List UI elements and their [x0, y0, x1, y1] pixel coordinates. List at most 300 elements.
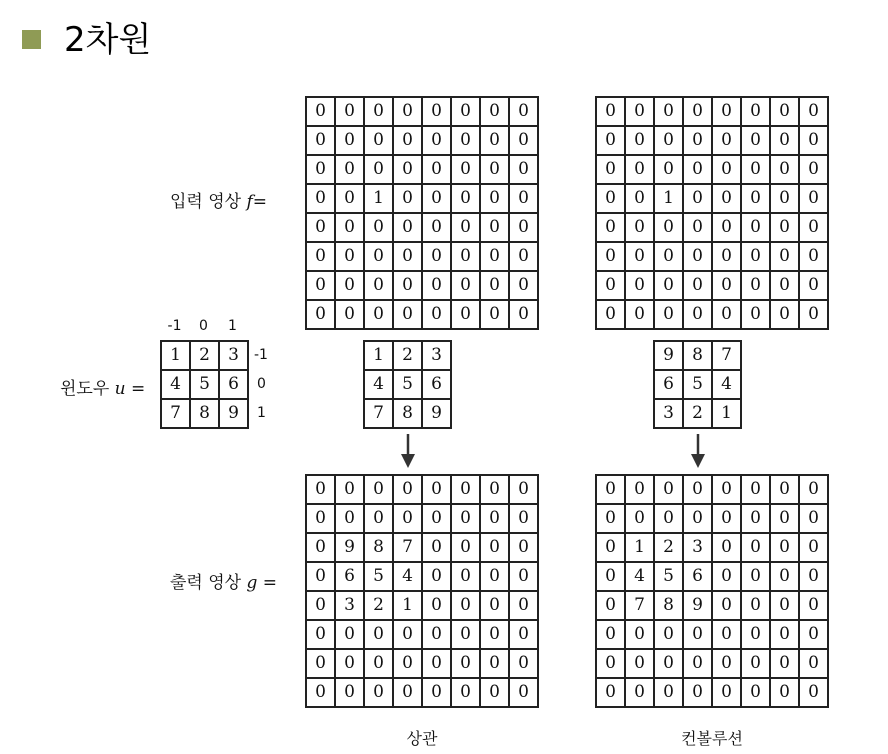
- grid-cell: 0: [451, 184, 480, 213]
- grid-cell: 0: [509, 475, 538, 504]
- grid-cell: 0: [480, 242, 509, 271]
- grid-cell: 0: [364, 213, 393, 242]
- grid-cell: 0: [364, 649, 393, 678]
- grid-cell: 0: [654, 504, 683, 533]
- grid-cell: 0: [712, 649, 741, 678]
- grid-cell: 0: [509, 242, 538, 271]
- grid-cell: 3: [335, 591, 364, 620]
- window-label-eq: =: [125, 379, 146, 399]
- grid-cell: 0: [451, 155, 480, 184]
- window-row-index: 0: [257, 376, 266, 392]
- grid-cell: 0: [509, 533, 538, 562]
- grid-cell: 0: [799, 533, 828, 562]
- grid-cell: 0: [799, 591, 828, 620]
- grid-cell: 3: [219, 341, 248, 370]
- grid-cell: 0: [625, 271, 654, 300]
- grid-cell: 0: [509, 562, 538, 591]
- grid-cell: 0: [451, 649, 480, 678]
- grid-cell: 0: [799, 678, 828, 707]
- window-col-index: -1: [167, 318, 182, 334]
- grid-cell: 1: [364, 184, 393, 213]
- grid-cell: 0: [770, 155, 799, 184]
- grid-cell: 0: [451, 242, 480, 271]
- grid-cell: 8: [190, 399, 219, 428]
- grid-cell: 0: [741, 155, 770, 184]
- grid-cell: 0: [364, 678, 393, 707]
- grid-cell: 0: [741, 184, 770, 213]
- grid-cell: 0: [741, 678, 770, 707]
- output-label-eq: =: [257, 573, 278, 593]
- grid-cell: 0: [335, 504, 364, 533]
- grid-cell: 0: [335, 300, 364, 329]
- grid-cell: 0: [625, 300, 654, 329]
- grid-cell: 0: [480, 591, 509, 620]
- window-col-index: 0: [199, 318, 208, 334]
- grid-cell: 3: [654, 399, 683, 428]
- grid-cell: 0: [335, 271, 364, 300]
- kernel-grid-correlation: [363, 340, 452, 429]
- grid-cell: 0: [741, 562, 770, 591]
- grid-cell: 0: [364, 242, 393, 271]
- grid-cell: 0: [393, 678, 422, 707]
- grid-cell: 0: [451, 678, 480, 707]
- grid-cell: 0: [625, 649, 654, 678]
- grid-cell: 0: [770, 213, 799, 242]
- grid-cell: 0: [306, 242, 335, 271]
- grid-cell: 0: [422, 620, 451, 649]
- grid-cell: 0: [480, 620, 509, 649]
- grid-cell: 0: [712, 300, 741, 329]
- grid-cell: 0: [625, 504, 654, 533]
- grid-cell: 9: [654, 341, 683, 370]
- grid-cell: 0: [625, 620, 654, 649]
- grid-cell: 0: [712, 620, 741, 649]
- grid-cell: 0: [770, 533, 799, 562]
- grid-cell: 0: [451, 97, 480, 126]
- grid-cell: 0: [306, 300, 335, 329]
- grid-cell: 0: [654, 649, 683, 678]
- grid-cell: 0: [799, 504, 828, 533]
- grid-cell: 0: [683, 184, 712, 213]
- input-grid-convolution: [595, 96, 829, 330]
- grid-cell: 0: [741, 271, 770, 300]
- window-label-var: u: [114, 379, 126, 399]
- grid-cell: 1: [625, 533, 654, 562]
- grid-cell: 0: [422, 649, 451, 678]
- grid-cell: 0: [596, 155, 625, 184]
- grid-cell: 0: [335, 678, 364, 707]
- grid-cell: 6: [683, 562, 712, 591]
- grid-cell: 0: [596, 533, 625, 562]
- grid-cell: 0: [364, 620, 393, 649]
- grid-cell: 0: [799, 649, 828, 678]
- grid-cell: 0: [654, 300, 683, 329]
- grid-cell: 0: [625, 213, 654, 242]
- grid-cell: 0: [422, 475, 451, 504]
- grid-cell: 0: [422, 213, 451, 242]
- grid-cell: 8: [393, 399, 422, 428]
- grid-cell: 0: [596, 271, 625, 300]
- grid-cell: 0: [799, 97, 828, 126]
- grid-cell: 0: [683, 271, 712, 300]
- grid-cell: 0: [683, 475, 712, 504]
- grid-cell: 0: [335, 620, 364, 649]
- grid-cell: 0: [509, 271, 538, 300]
- grid-cell: 0: [422, 591, 451, 620]
- grid-cell: 0: [770, 97, 799, 126]
- grid-cell: 0: [625, 242, 654, 271]
- grid-cell: 0: [712, 184, 741, 213]
- grid-cell: 0: [393, 620, 422, 649]
- window-col-index: 1: [228, 318, 237, 334]
- grid-cell: 0: [683, 126, 712, 155]
- grid-cell: 0: [799, 300, 828, 329]
- grid-cell: 0: [393, 242, 422, 271]
- grid-cell: 0: [364, 126, 393, 155]
- grid-cell: 9: [683, 591, 712, 620]
- grid-cell: 0: [335, 242, 364, 271]
- grid-cell: 0: [596, 242, 625, 271]
- grid-cell: 0: [625, 678, 654, 707]
- grid-cell: 5: [683, 370, 712, 399]
- grid-cell: 0: [509, 300, 538, 329]
- grid-cell: 0: [654, 620, 683, 649]
- grid-cell: 0: [596, 213, 625, 242]
- grid-cell: 0: [480, 184, 509, 213]
- grid-cell: 0: [712, 155, 741, 184]
- grid-cell: 0: [422, 271, 451, 300]
- title-bullet-icon: [22, 30, 41, 49]
- grid-cell: 0: [451, 126, 480, 155]
- grid-cell: 0: [509, 649, 538, 678]
- grid-cell: 0: [480, 533, 509, 562]
- grid-cell: 0: [770, 184, 799, 213]
- grid-cell: 0: [480, 126, 509, 155]
- grid-cell: 0: [393, 300, 422, 329]
- grid-cell: 0: [596, 97, 625, 126]
- grid-cell: 0: [712, 591, 741, 620]
- grid-cell: 0: [335, 155, 364, 184]
- down-arrow-icon: [398, 434, 418, 470]
- grid-cell: 0: [799, 184, 828, 213]
- grid-cell: 0: [799, 242, 828, 271]
- grid-cell: 0: [509, 213, 538, 242]
- grid-cell: 0: [509, 155, 538, 184]
- grid-cell: 0: [393, 213, 422, 242]
- grid-cell: 0: [596, 562, 625, 591]
- grid-cell: 0: [654, 213, 683, 242]
- grid-cell: 8: [364, 533, 393, 562]
- grid-cell: 0: [509, 678, 538, 707]
- grid-cell: 0: [509, 184, 538, 213]
- grid-cell: 2: [654, 533, 683, 562]
- grid-cell: 4: [625, 562, 654, 591]
- grid-cell: 5: [190, 370, 219, 399]
- page-title: 2차원: [64, 20, 152, 60]
- grid-cell: 7: [712, 341, 741, 370]
- grid-cell: 9: [422, 399, 451, 428]
- grid-cell: 0: [335, 97, 364, 126]
- grid-cell: 0: [422, 678, 451, 707]
- grid-cell: 0: [770, 591, 799, 620]
- grid-cell: 0: [654, 97, 683, 126]
- grid-cell: 0: [451, 562, 480, 591]
- grid-cell: 0: [422, 126, 451, 155]
- grid-cell: 0: [509, 126, 538, 155]
- grid-cell: 7: [364, 399, 393, 428]
- window-row-index: 1: [257, 405, 266, 421]
- grid-cell: 0: [509, 97, 538, 126]
- grid-cell: 0: [422, 155, 451, 184]
- grid-cell: 0: [741, 213, 770, 242]
- grid-cell: 0: [596, 300, 625, 329]
- grid-cell: 0: [770, 475, 799, 504]
- grid-cell: 3: [422, 341, 451, 370]
- grid-cell: 0: [799, 562, 828, 591]
- grid-cell: 0: [770, 126, 799, 155]
- grid-cell: 0: [596, 184, 625, 213]
- grid-cell: 5: [393, 370, 422, 399]
- grid-cell: 0: [654, 475, 683, 504]
- down-arrow-icon: [688, 434, 708, 470]
- grid-cell: 0: [509, 620, 538, 649]
- grid-cell: 0: [451, 504, 480, 533]
- grid-cell: 0: [364, 475, 393, 504]
- grid-cell: 0: [741, 300, 770, 329]
- grid-cell: 0: [596, 620, 625, 649]
- window-label-prefix: 윈도우: [60, 379, 115, 399]
- grid-cell: 0: [770, 242, 799, 271]
- grid-cell: 7: [393, 533, 422, 562]
- grid-cell: 0: [422, 184, 451, 213]
- grid-cell: 5: [364, 562, 393, 591]
- grid-cell: 0: [306, 649, 335, 678]
- grid-cell: 0: [799, 620, 828, 649]
- grid-cell: 0: [770, 562, 799, 591]
- grid-cell: 0: [741, 649, 770, 678]
- grid-cell: 1: [364, 341, 393, 370]
- grid-cell: 0: [335, 213, 364, 242]
- grid-cell: 0: [393, 97, 422, 126]
- grid-cell: 0: [335, 649, 364, 678]
- output-label-var: g: [246, 573, 258, 593]
- grid-cell: 0: [422, 300, 451, 329]
- grid-cell: 0: [480, 504, 509, 533]
- grid-cell: 0: [422, 533, 451, 562]
- grid-cell: 0: [625, 126, 654, 155]
- grid-cell: 0: [422, 242, 451, 271]
- grid-cell: 0: [683, 97, 712, 126]
- grid-cell: 0: [364, 300, 393, 329]
- grid-cell: 0: [306, 97, 335, 126]
- grid-cell: 0: [712, 533, 741, 562]
- grid-cell: 0: [335, 475, 364, 504]
- grid-cell: 0: [364, 97, 393, 126]
- grid-cell: 1: [393, 591, 422, 620]
- grid-cell: 0: [741, 620, 770, 649]
- grid-cell: 4: [393, 562, 422, 591]
- grid-cell: 0: [770, 649, 799, 678]
- grid-cell: 4: [364, 370, 393, 399]
- grid-cell: 0: [625, 97, 654, 126]
- grid-cell: 0: [306, 475, 335, 504]
- grid-cell: 7: [625, 591, 654, 620]
- grid-cell: 1: [712, 399, 741, 428]
- grid-cell: 0: [306, 533, 335, 562]
- grid-cell: 0: [306, 126, 335, 155]
- grid-cell: 0: [306, 155, 335, 184]
- grid-cell: 0: [741, 533, 770, 562]
- grid-cell: 0: [770, 271, 799, 300]
- grid-cell: 0: [683, 213, 712, 242]
- grid-cell: 0: [480, 213, 509, 242]
- window-grid: [160, 340, 249, 429]
- grid-cell: 0: [683, 504, 712, 533]
- grid-cell: 0: [480, 155, 509, 184]
- grid-cell: 0: [451, 620, 480, 649]
- input-label-prefix: 입력 영상: [170, 192, 247, 212]
- grid-cell: 0: [451, 300, 480, 329]
- input-label: [170, 187, 267, 212]
- grid-cell: 0: [451, 591, 480, 620]
- grid-cell: 0: [422, 504, 451, 533]
- grid-cell: 2: [364, 591, 393, 620]
- grid-cell: 0: [712, 678, 741, 707]
- grid-cell: 0: [451, 271, 480, 300]
- grid-cell: 0: [712, 562, 741, 591]
- output-grid-correlation: [305, 474, 539, 708]
- grid-cell: 0: [712, 271, 741, 300]
- grid-cell: 5: [654, 562, 683, 591]
- grid-cell: 0: [741, 591, 770, 620]
- caption-convolution: 컨볼루션: [681, 729, 743, 748]
- output-label: [170, 568, 277, 593]
- grid-cell: 0: [451, 213, 480, 242]
- grid-cell: 8: [683, 341, 712, 370]
- grid-cell: 0: [596, 649, 625, 678]
- grid-cell: 0: [480, 97, 509, 126]
- grid-cell: 0: [335, 126, 364, 155]
- grid-cell: 0: [306, 678, 335, 707]
- grid-cell: 0: [335, 184, 364, 213]
- grid-cell: 0: [306, 562, 335, 591]
- grid-cell: 0: [741, 126, 770, 155]
- grid-cell: 0: [625, 155, 654, 184]
- grid-cell: 0: [654, 242, 683, 271]
- grid-cell: 0: [422, 562, 451, 591]
- grid-cell: 0: [625, 184, 654, 213]
- grid-cell: 0: [654, 155, 683, 184]
- grid-cell: 3: [683, 533, 712, 562]
- grid-cell: 9: [335, 533, 364, 562]
- grid-cell: 0: [480, 271, 509, 300]
- grid-cell: 0: [480, 678, 509, 707]
- window-row-index: -1: [254, 347, 268, 363]
- grid-cell: 0: [451, 533, 480, 562]
- grid-cell: 0: [683, 242, 712, 271]
- window-label: [60, 374, 145, 399]
- input-label-var: f: [246, 192, 253, 212]
- caption-correlation: 상관: [406, 729, 438, 748]
- grid-cell: 4: [161, 370, 190, 399]
- grid-cell: 0: [306, 620, 335, 649]
- grid-cell: 0: [799, 213, 828, 242]
- grid-cell: 0: [712, 97, 741, 126]
- grid-cell: 8: [654, 591, 683, 620]
- grid-cell: 0: [596, 126, 625, 155]
- grid-cell: 0: [480, 562, 509, 591]
- grid-cell: 7: [161, 399, 190, 428]
- grid-cell: 0: [799, 475, 828, 504]
- grid-cell: 0: [393, 504, 422, 533]
- grid-cell: 0: [306, 184, 335, 213]
- grid-cell: 0: [770, 620, 799, 649]
- grid-cell: 0: [480, 475, 509, 504]
- grid-cell: 0: [625, 475, 654, 504]
- grid-cell: 0: [683, 649, 712, 678]
- grid-cell: 0: [364, 271, 393, 300]
- grid-cell: 0: [712, 242, 741, 271]
- grid-cell: 0: [393, 649, 422, 678]
- grid-cell: 0: [799, 155, 828, 184]
- grid-cell: 0: [364, 155, 393, 184]
- grid-cell: 9: [219, 399, 248, 428]
- grid-cell: 4: [712, 370, 741, 399]
- grid-cell: 1: [654, 184, 683, 213]
- grid-cell: 0: [799, 126, 828, 155]
- grid-cell: 0: [596, 678, 625, 707]
- grid-cell: 0: [480, 649, 509, 678]
- grid-cell: 0: [306, 213, 335, 242]
- grid-cell: 0: [741, 504, 770, 533]
- grid-cell: 0: [712, 504, 741, 533]
- grid-cell: 0: [654, 126, 683, 155]
- grid-cell: 1: [161, 341, 190, 370]
- grid-cell: 0: [596, 591, 625, 620]
- grid-cell: 0: [683, 678, 712, 707]
- output-label-prefix: 출력 영상: [170, 573, 247, 593]
- grid-cell: 0: [683, 620, 712, 649]
- grid-cell: 0: [654, 678, 683, 707]
- grid-cell: 0: [364, 504, 393, 533]
- grid-cell: 0: [741, 475, 770, 504]
- grid-cell: 0: [683, 300, 712, 329]
- grid-cell: 0: [306, 271, 335, 300]
- grid-cell: 0: [509, 504, 538, 533]
- grid-cell: 0: [770, 678, 799, 707]
- grid-cell: 0: [596, 504, 625, 533]
- grid-cell: 0: [393, 271, 422, 300]
- grid-cell: 0: [770, 504, 799, 533]
- grid-cell: 0: [480, 300, 509, 329]
- grid-cell: 0: [712, 213, 741, 242]
- grid-cell: 0: [683, 155, 712, 184]
- input-grid-correlation: [305, 96, 539, 330]
- grid-cell: 0: [422, 97, 451, 126]
- grid-cell: 0: [741, 242, 770, 271]
- grid-cell: 2: [393, 341, 422, 370]
- grid-cell: 0: [451, 475, 480, 504]
- kernel-grid-convolution: [653, 340, 742, 429]
- grid-cell: 0: [306, 591, 335, 620]
- grid-cell: 0: [393, 184, 422, 213]
- grid-cell: 0: [393, 475, 422, 504]
- grid-cell: 0: [770, 300, 799, 329]
- output-grid-convolution: [595, 474, 829, 708]
- grid-cell: 2: [683, 399, 712, 428]
- grid-cell: 2: [190, 341, 219, 370]
- grid-cell: 6: [219, 370, 248, 399]
